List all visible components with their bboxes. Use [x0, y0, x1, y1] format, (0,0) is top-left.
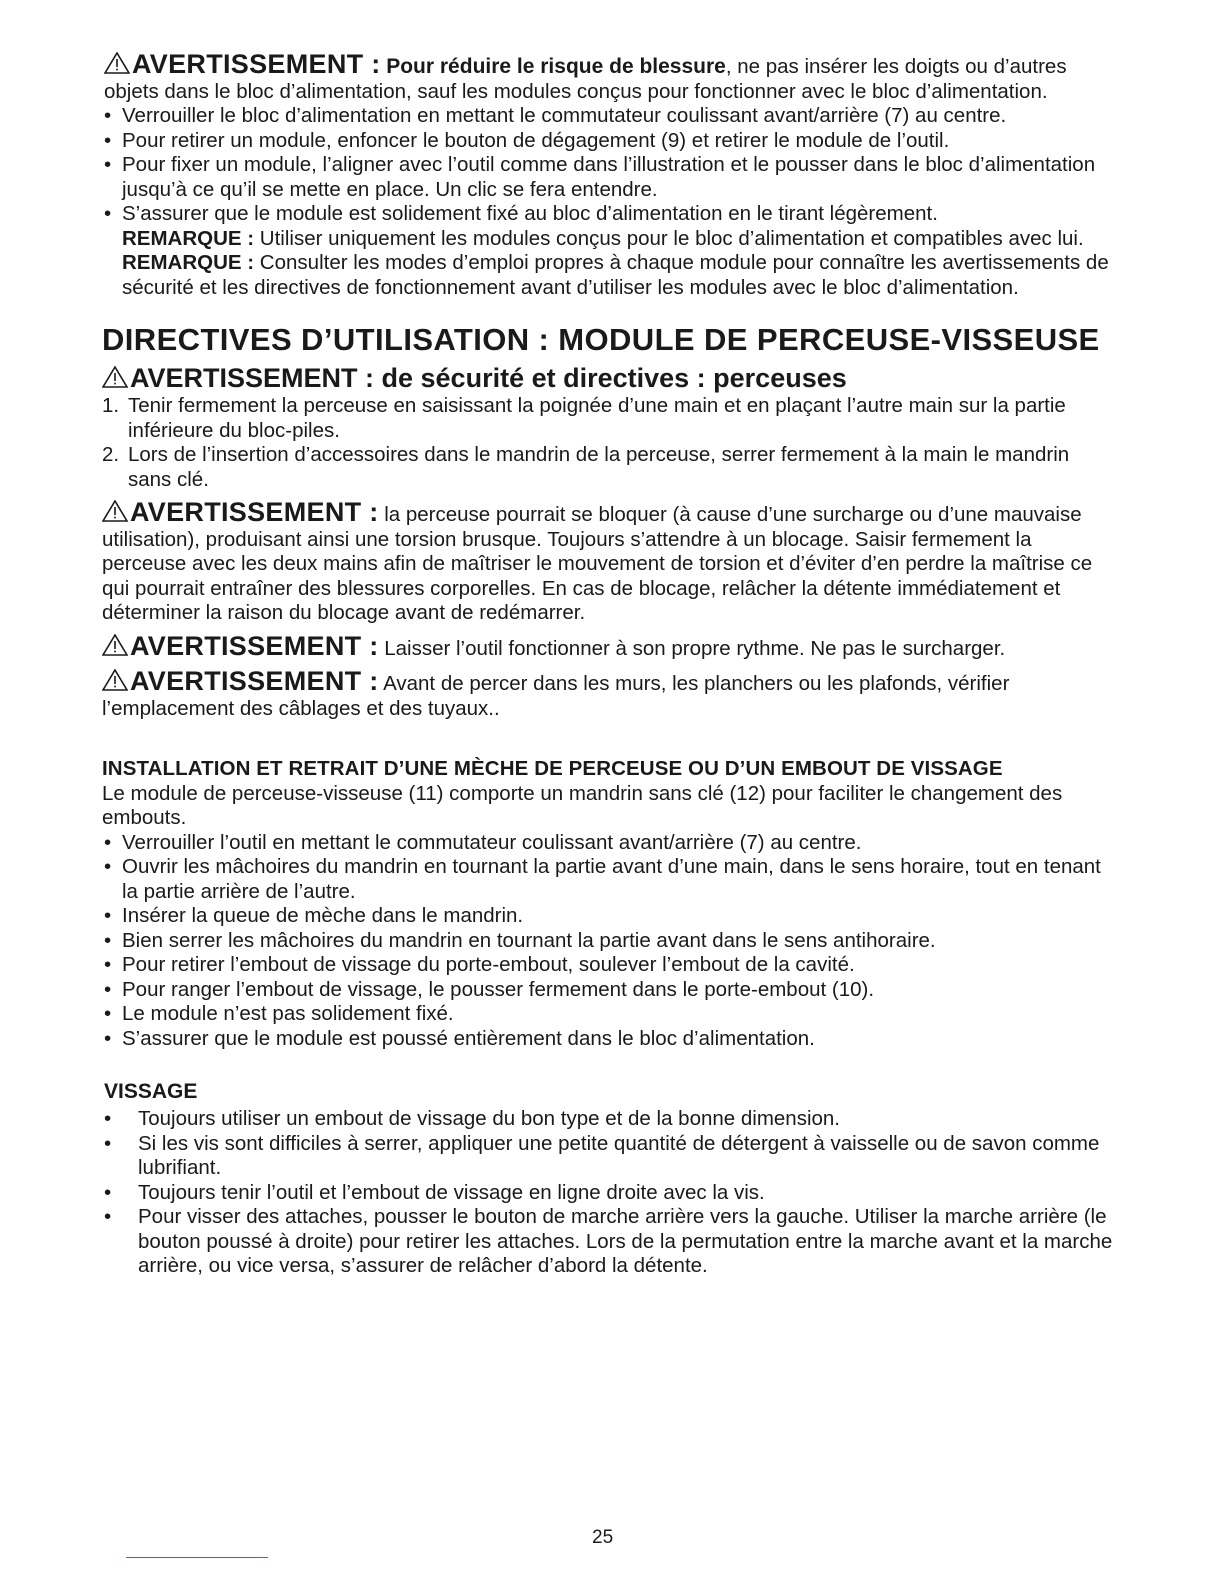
module-bullet-list	[102, 104, 1114, 227]
list-item: • Verrouiller l’outil en mettant le commutateur coulissant avant/arrière (7) au centre.	[104, 830, 862, 854]
warning-triangle-icon	[102, 669, 128, 691]
warning-triangle-icon	[102, 500, 128, 522]
warning-label: AVERTISSEMENT :	[132, 49, 381, 79]
list-item: • Ouvrir les mâchoires du mandrin en tournant la partie avant d’une main, dans le sens horaire, tout en tenant la partie arrière de l’autre.	[104, 855, 1101, 903]
warning-text: , ne pas insérer les doigts ou d’autres objets dans le bloc d’alimentation, sauf les modules conçus pour fonctionner avec le bloc d’alimentation.	[104, 55, 1067, 103]
warning-paragraph-1	[102, 49, 1114, 104]
list-item: • Toujours tenir l’outil et l’embout de vissage en ligne droite avec la vis.	[104, 1180, 765, 1204]
install-intro: Le module de perceuse-visseuse (11) comporte un mandrin sans clé (12) pour faciliter le changement des embouts.	[102, 781, 1063, 829]
list-item: 1. Tenir fermement la perceuse en saisissant la poignée d’une main et en plaçant l’autre main sur la partie inférieure du bloc-piles.	[102, 394, 1066, 442]
page-number: 25	[592, 1527, 614, 1548]
note-2: REMARQUE : Consulter les modes d’emploi propres à chaque module pour connaître les avertissements de sécurité et les directives de fonctionnement avant d’utiliser les modules avec le bloc d’alimentation.	[122, 251, 1109, 299]
document-page	[102, 49, 1114, 1279]
warning-bold-lead: Pour réduire le risque de blessure	[386, 55, 726, 78]
warning-paragraph-3: AVERTISSEMENT : Laisser l’outil fonctionner à son propre rythme. Ne pas le surcharger.	[102, 634, 1114, 662]
list-item: • S’assurer que le module est solidement fixé au bloc d’alimentation en le tirant légèrement.	[104, 202, 938, 225]
list-item: • Bien serrer les mâchoires du mandrin en tournant la partie avant dans le sens antihoraire.	[104, 928, 936, 952]
numbered-list	[102, 394, 1114, 492]
list-item: 2. Lors de l’insertion d’accessoires dans le mandrin de la perceuse, serrer fermement à la main le mandrin sans clé.	[102, 443, 1070, 491]
warning-triangle-icon	[104, 52, 130, 74]
note-1: REMARQUE : Utiliser uniquement les modules conçus pour le bloc d’alimentation et compatibles avec lui.	[122, 226, 1084, 250]
list-item: • Verrouiller le bloc d’alimentation en mettant le commutateur coulissant avant/arrière (7) au centre.	[104, 104, 1007, 127]
list-item: • Pour ranger l’embout de vissage, le pousser fermement dans le porte-embout (10).	[104, 977, 875, 1001]
list-item: • Toujours utiliser un embout de vissage du bon type et de la bonne dimension.	[104, 1107, 841, 1130]
warning-paragraph-2: AVERTISSEMENT : la perceuse pourrait se bloquer (à cause d’une surcharge ou d’une mauvaise utilisation), produisant ainsi une torsion brusque. Toujours s’attendre à un blocage. Saisir fermement la perceuse avec les deux mains afin de maîtriser le mouvement de torsion et d’éviter d’en perdre la maîtrise ce qui pourrait entraîner des blessures corporelles. En cas de blocage, relâcher la détente immédiatement et déterminer la raison du blocage avant de redémarrer.	[102, 497, 1093, 624]
list-item: • Pour retirer l’embout de vissage du porte-embout, soulever l’embout de la cavité.	[104, 953, 855, 976]
warning-triangle-icon	[102, 634, 128, 656]
warning-triangle-icon	[102, 366, 128, 388]
footer-divider	[126, 1557, 268, 1558]
install-title: INSTALLATION ET RETRAIT D’UNE MÈCHE DE PERCEUSE OU D’UN EMBOUT DE VISSAGE	[102, 757, 1003, 780]
section-title: DIRECTIVES D’UTILISATION : MODULE DE PERCEUSE-VISSEUSE	[102, 322, 1100, 357]
vissage-bullet-list	[102, 1107, 1114, 1279]
list-item: • Pour retirer un module, enfoncer le bouton de dégagement (9) et retirer le module de l’outil.	[104, 128, 950, 152]
list-item: • Pour fixer un module, l’aligner avec l’outil comme dans l’illustration et le pousser dans le bloc d’alimentation jusqu’à ce qu’il se mette en place. Un clic se fera entendre.	[104, 153, 1096, 201]
list-item: • Si les vis sont difficiles à serrer, appliquer une petite quantité de détergent à vaisselle ou de savon comme lubrifiant.	[104, 1131, 1100, 1179]
warning-paragraph-4: AVERTISSEMENT : Avant de percer dans les murs, les planchers ou les plafonds, vérifier l’emplacement des câblages et des tuyaux..	[102, 666, 1010, 720]
install-bullet-list	[102, 831, 1114, 1052]
list-item: • S’assurer que le module est poussé entièrement dans le bloc d’alimentation.	[104, 1026, 815, 1050]
list-item: • Le module n’est pas solidement fixé.	[104, 1002, 454, 1025]
vissage-title: VISSAGE	[104, 1080, 198, 1103]
list-item: • Insérer la queue de mèche dans le mandrin.	[104, 904, 524, 927]
list-item: • Pour visser des attaches, pousser le bouton de marche arrière vers la gauche. Utiliser la marche arrière (le bouton poussé à droite) pour retirer les attaches. Lors de la permutation entre la marche avant et la marche arrière, ou vice versa, s’assurer de relâcher d’abord la détente.	[104, 1205, 1113, 1277]
section-subtitle: AVERTISSEMENT : de sécurité et directives : perceuses	[102, 362, 1114, 394]
